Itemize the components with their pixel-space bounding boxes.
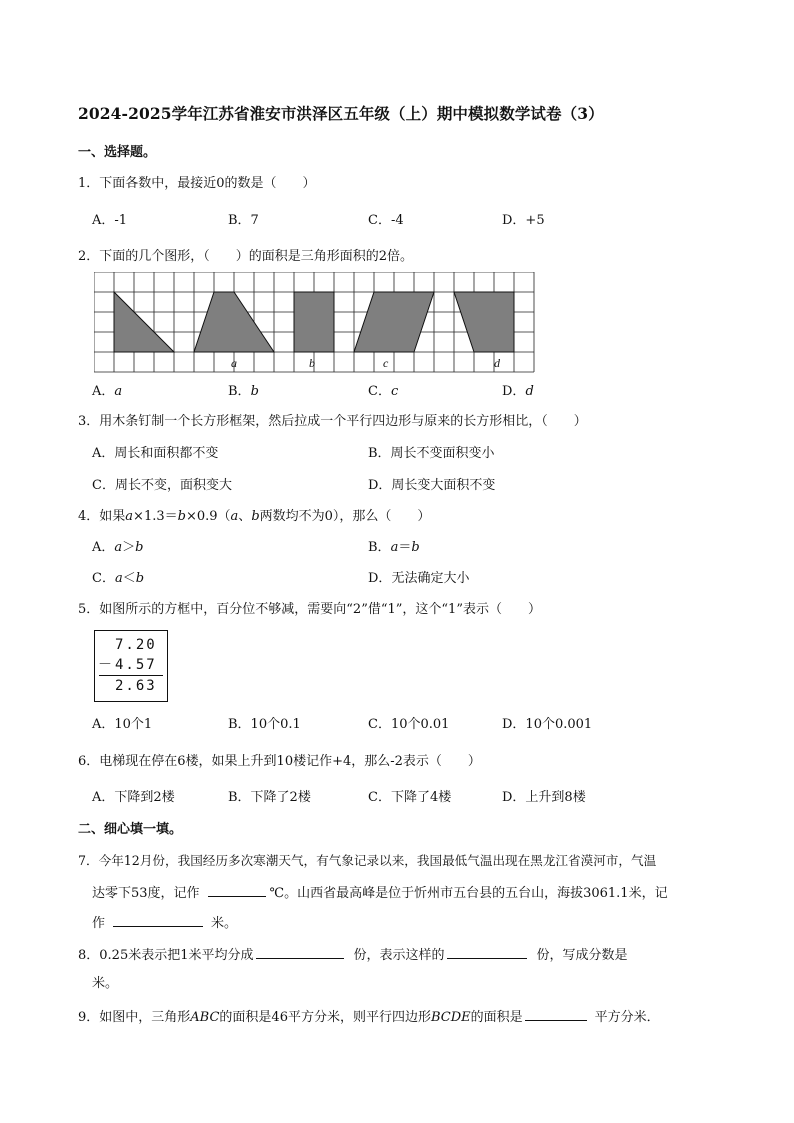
section-heading-fill: 二、细心填一填。 bbox=[78, 822, 183, 837]
q6-option-a: A．下降到2楼 bbox=[92, 790, 175, 805]
q8-text: 8．0.25米表示把1米平均分成 bbox=[78, 948, 254, 963]
q5-option-a: A．10个1 bbox=[92, 717, 153, 732]
q9-text: 9．如图中，三角形 bbox=[78, 1010, 191, 1025]
q8-blank-2[interactable] bbox=[447, 946, 527, 959]
var: b bbox=[135, 571, 145, 586]
q4-text: 、 bbox=[238, 509, 252, 524]
question-2-stem: 2．下面的几个图形，（ ）的面积是三角形面积的2倍。 bbox=[78, 249, 414, 264]
trapezoid-a-shape bbox=[194, 292, 274, 352]
q8-blank-1[interactable] bbox=[256, 946, 344, 959]
q4-option-c bbox=[92, 571, 144, 587]
q3-option-a: A．周长和面积都不变 bbox=[92, 446, 219, 461]
q3-option-d: D．周长变大面积不变 bbox=[368, 478, 496, 493]
q4-option-b bbox=[368, 540, 420, 556]
figure-label-c: c bbox=[383, 356, 389, 370]
q8-text: 份，写成分数是 bbox=[536, 948, 628, 963]
exam-title: 2024-2025学年江苏省淮安市洪泽区五年级（上）期中模拟数学试卷（3） bbox=[78, 104, 604, 123]
parallelogram-c-shape bbox=[354, 292, 434, 352]
question-6-stem: 6．电梯现在停在6楼，如果上升到10楼记作+4，那么-2表示（ ） bbox=[78, 754, 481, 769]
triangle-shape bbox=[114, 292, 174, 352]
operator: ＜ bbox=[122, 571, 136, 586]
subtraction-box bbox=[94, 630, 168, 702]
q4-var-b: b bbox=[251, 509, 260, 524]
difference: 2.63 bbox=[115, 678, 157, 694]
q6-option-c: C．下降了4楼 bbox=[368, 790, 452, 805]
q7-text: 米。 bbox=[211, 916, 238, 931]
q1-option-d: D．+5 bbox=[502, 213, 545, 228]
option-value: a bbox=[114, 384, 123, 399]
option-value: d bbox=[525, 384, 534, 399]
q9-text: 的面积是46平方分米，则平行四边形 bbox=[219, 1010, 431, 1025]
q5-option-b: B．10个0.1 bbox=[228, 717, 301, 732]
figure-label-a: a bbox=[231, 356, 237, 370]
question-1-stem: 1．下面各数中，最接近0的数是（ ） bbox=[78, 176, 316, 191]
var: b bbox=[411, 540, 420, 555]
q6-option-b: B．下降了2楼 bbox=[228, 790, 311, 805]
q7-text: ℃。山西省最高峰是位于忻州市五台县的五台山，海拔3061.1米，记 bbox=[269, 886, 668, 901]
minus-sign: － bbox=[98, 657, 112, 673]
var: a bbox=[390, 540, 399, 555]
q2-option-c bbox=[368, 384, 398, 400]
question-8-line-1 bbox=[78, 946, 628, 964]
var: b bbox=[135, 540, 144, 555]
q3-option-b: B．周长不变面积变小 bbox=[368, 446, 495, 461]
option-prefix: A． bbox=[92, 384, 115, 399]
trapezoid-d-shape bbox=[454, 292, 514, 352]
option-text: 无法确定大小 bbox=[391, 571, 470, 586]
operator: ＞ bbox=[122, 540, 136, 555]
result-line bbox=[99, 675, 163, 676]
question-7-line-2 bbox=[92, 884, 668, 902]
question-7-line-3 bbox=[92, 914, 237, 932]
var: a bbox=[114, 571, 123, 586]
q4-text: 4．如果 bbox=[78, 509, 126, 524]
option-prefix: A． bbox=[92, 540, 115, 555]
q9-parallelogram-name: BCDE bbox=[430, 1010, 471, 1025]
q4-text: ×0.9（ bbox=[185, 509, 231, 524]
q2-option-d bbox=[502, 384, 534, 400]
q3-option-c: C．周长不变，面积变大 bbox=[92, 478, 232, 493]
q4-option-a bbox=[92, 540, 144, 556]
q9-blank[interactable] bbox=[525, 1008, 587, 1021]
option-prefix: D． bbox=[368, 571, 392, 586]
option-value: b bbox=[250, 384, 259, 399]
q4-var-a: a bbox=[125, 509, 134, 524]
q1-option-a: A．-1 bbox=[92, 213, 128, 228]
q4-text: ×1.3＝ bbox=[133, 509, 178, 524]
var: a bbox=[114, 540, 123, 555]
q2-option-b bbox=[228, 384, 259, 400]
q4-var-a: a bbox=[230, 509, 239, 524]
q1-option-b: B．7 bbox=[228, 213, 259, 228]
figure-label-b: b bbox=[309, 356, 315, 370]
rectangle-b-shape bbox=[294, 292, 334, 352]
option-prefix: C． bbox=[368, 384, 391, 399]
q5-option-d: D．10个0.001 bbox=[502, 717, 593, 732]
option-prefix: B． bbox=[368, 540, 391, 555]
q9-text: 的面积是 bbox=[470, 1010, 523, 1025]
operator: ＝ bbox=[398, 540, 412, 555]
question-7-line-1: 7．今年12月份，我国经历多次寒潮天气，有气象记录以来，我国最低气温出现在黑龙江省漠河市，气温 bbox=[78, 853, 657, 868]
subtrahend: 4.57 bbox=[115, 657, 157, 673]
question-9-stem bbox=[78, 1008, 660, 1026]
q9-text: 平方分米． bbox=[594, 1010, 660, 1025]
q7-text: 作 bbox=[92, 916, 106, 931]
q9-triangle-name: ABC bbox=[190, 1010, 220, 1025]
option-value: c bbox=[390, 384, 399, 399]
q2-option-a bbox=[92, 384, 122, 400]
option-prefix: B． bbox=[228, 384, 251, 399]
question-5-stem: 5．如图所示的方框中，百分位不够减，需要向“2”借“1”，这个“1”表示（ ） bbox=[78, 602, 541, 617]
question-3-stem: 3．用木条钉制一个长方形框架，然后拉成一个平行四边形与原来的长方形相比，（ ） bbox=[78, 414, 587, 429]
option-prefix: D． bbox=[502, 384, 526, 399]
q4-var-b: b bbox=[177, 509, 186, 524]
q1-option-c: C．-4 bbox=[368, 213, 404, 228]
section-heading-choice: 一、选择题。 bbox=[78, 145, 157, 160]
option-prefix: C． bbox=[92, 571, 115, 586]
grid-figure bbox=[94, 272, 536, 373]
question-4-stem bbox=[78, 509, 430, 525]
q4-option-d bbox=[368, 571, 469, 587]
q6-option-d: D．上升到8楼 bbox=[502, 790, 586, 805]
figure-label-d: d bbox=[494, 356, 500, 370]
q8-text: 份，表示这样的 bbox=[353, 948, 445, 963]
q7-blank-2[interactable] bbox=[113, 914, 203, 927]
q5-option-c: C．10个0.01 bbox=[368, 717, 450, 732]
q4-text: 两数均不为0），那么（ ） bbox=[259, 509, 431, 524]
q7-text: 达零下53度，记作 bbox=[92, 886, 200, 901]
question-8-line-2: 米。 bbox=[92, 976, 119, 991]
q7-blank-1[interactable] bbox=[208, 884, 266, 897]
minuend: 7.20 bbox=[115, 637, 157, 653]
